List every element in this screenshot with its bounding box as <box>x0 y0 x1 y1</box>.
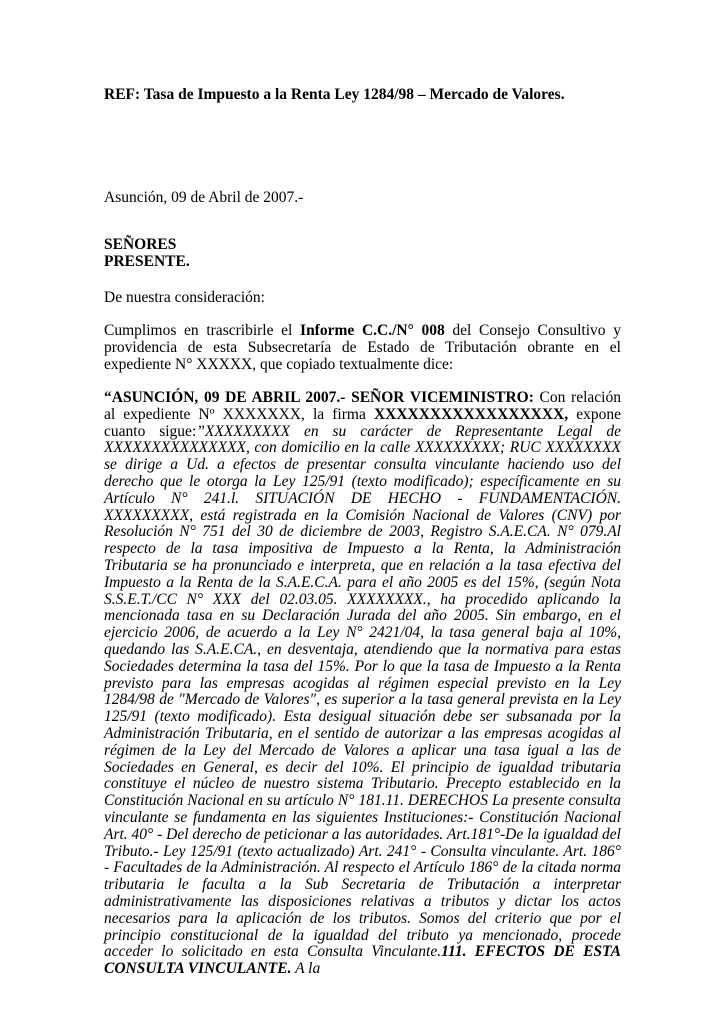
body-paragraph <box>104 390 621 978</box>
body-heading: “ASUNCIÓN, 09 DE ABRIL 2007.- SEÑOR VICEMINISTRO: <box>104 389 534 406</box>
date-line: Asunción, 09 de Abril de 2007.- <box>104 189 304 206</box>
intro-paragraph <box>104 323 621 373</box>
informe-reference: Informe C.C./N° 008 <box>300 322 445 339</box>
salutation-line-1: SEÑORES <box>104 236 177 253</box>
consideration-line: De nuestra consideración: <box>104 289 265 306</box>
section-heading-effects: 111. EFECTOS DE ESTA CONSULTA VINCULANTE. <box>104 943 621 978</box>
body-text-tail: A la <box>291 960 321 978</box>
body-text-mid: expone cuanto sigue: <box>104 405 621 440</box>
intro-text-end: del Consejo Consultivo y providencia de esta Subsecretaría de Estado de Tributación obrante en el expediente N° XXXXX, que copiado textualmente dice: <box>104 322 621 373</box>
quoted-consultation-text: ”XXXXXXXXX en su carácter de Representante Legal de XXXXXXXXXXXXXXX, con domicilio en la calle XXXXXXXXX; RUC XXXXXXXX se dirige a Ud. a efectos de presentar consulta vinculante haciendo uso del derecho que le otorga la Ley 125/91 (texto modificado); específicamente en su Artículo N° 241.l. SITUACIÓN DE HECHO - FUNDAMENTACIÓN. XXXXXXXXX, está registrada en la Comisión Nacional de Valores (CNV) por Resolución N° 751 del 30 de diciembre de 2003, Registro S.A.E.CA. N° 079.Al respecto de la tasa impositiva de Impuesto a la Renta, la Administración Tributaria se ha pronunciado e interpreta, que en relación a la tasa efectiva del Impuesto a la Renta de la S.A.E.C.A. para el año 2005 es del 15%, (según Nota S.S.E.T./CC N° XXX del 02.03.05. XXXXXXXX., ha procedido aplicando la mencionada tasa en su Declaración Jurada del año 2005. Sin embargo, en el ejercicio 2006, de acuerdo a la Ley N° 2421/04, la tasa general baja al 10%, quedando las S.A.E.CA., en desventaja, atendiendo que la normativa para estas Sociedades determina la tasa del 15%. Por lo que la tasa de Impuesto a la Renta previsto para las empresas acogidas al régimen especial previsto en la Ley 1284/98 de "Mercado de Valores", es superior a la tasa general prevista en la Ley 125/91 (texto modificado). Esta desigual situación debe ser subsanada por la Administración Tributaria, en el sentido de autorizar a las empresas acogidas al régimen de la Ley del Mercado de Valores a aplicar una tasa igual a las de Sociedades en General, es decir del 10%. El principio de igualdad tributaria constituye el núcleo de nuestro sistema Tributario. Precepto establecido en la Constitución Nacional en su artículo N° 181.11. DERECHOS La presente consulta vinculante se fundamenta en las siguientes Instituciones:- Constitución Nacional Art. 40° - Del derecho de peticionar a las autoridades. Art.181°-De la igualdad del Tributo.- Ley 125/91 (texto actualizado) Art. 241° - Consulta vinculante. Art. 186° - Facultades de la Administración. Al respecto el Artículo 186° de la citada norma tributaria le faculta a la Sub Secretaria de Tributación a interpretar administrativamente las disposiciones relativas a tributos y dictar los actos necesarios para la aplicación de los tributos. Somos del criterio que por el principio constitucional de la igualdad del tributo ya mencionado, procede acceder lo solicitado en esta Consulta Vinculante. <box>104 422 621 961</box>
intro-text-start: Cumplimos en trascribirle el <box>104 322 301 339</box>
salutation-line-2: PRESENTE. <box>104 252 190 270</box>
firma-name: XXXXXXXXXXXXXXXXX, <box>373 405 569 423</box>
reference-line: REF: Tasa de Impuesto a la Renta Ley 1284/98 – Mercado de Valores. <box>104 86 565 103</box>
body-text-start: Con relación al expediente Nº XXXXXXX, la firma <box>104 389 621 423</box>
salutation <box>104 237 621 271</box>
